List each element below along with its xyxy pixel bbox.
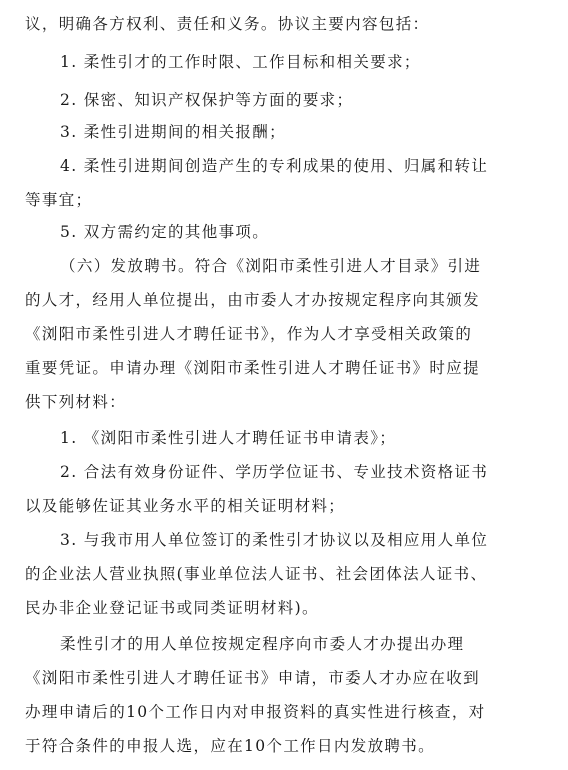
- text-line: 柔性引才的用人单位按规定程序向市委人才办提出办理: [60, 635, 465, 653]
- list-item: 2. 保密、知识产权保护等方面的要求；: [60, 91, 354, 109]
- list-item: 2. 合法有效身份证件、学历学位证书、专业技术资格证书: [60, 463, 489, 481]
- section-heading-line: （六）发放聘书。符合《浏阳市柔性引进人才目录》引进: [60, 257, 482, 275]
- text-line: 《浏阳市柔性引进人才聘任证书》，作为人才享受相关政策的: [25, 325, 473, 343]
- text-line: 《浏阳市柔性引进人才聘任证书》申请，市委人才办应在收到: [25, 669, 480, 687]
- text-line: 以及能够佐证其业务水平的相关证明材料；: [25, 497, 346, 515]
- text-line: 重要凭证。申请办理《浏阳市柔性引进人才聘任证书》时应提: [25, 359, 480, 377]
- text-line: 的人才，经用人单位提出，由市委人才办按规定程序向其颁发: [25, 291, 480, 309]
- list-item: 5. 双方需约定的其他事项。: [60, 223, 270, 241]
- list-item: 4. 柔性引进期间创造产生的专利成果的使用、归属和转让: [60, 157, 489, 175]
- list-item: 3. 与我市用人单位签订的柔性引才协议以及相应用人单位: [60, 531, 489, 549]
- text-line: 的企业法人营业执照(事业单位法人证书、社会团体法人证书、: [25, 565, 488, 583]
- text-line: 等事宜；: [25, 191, 93, 209]
- text-line: 议，明确各方权利、责任和义务。协议主要内容包括：: [25, 15, 430, 33]
- list-item: 3. 柔性引进期间的相关报酬；: [60, 123, 286, 141]
- list-item: 1. 柔性引才的工作时限、工作目标和相关要求；: [60, 53, 421, 71]
- text-line: 民办非企业登记证书或同类证明材料)。: [25, 599, 319, 617]
- text-line: 供下列材料：: [25, 393, 127, 411]
- list-item: 1. 《浏阳市柔性引进人才聘任证书申请表》；: [60, 429, 397, 447]
- text-line: 于符合条件的申报人选，应在10个工作日内发放聘书。: [25, 737, 435, 755]
- text-line: 办理申请后的10个工作日内对申报资料的真实性进行核查，对: [25, 703, 486, 721]
